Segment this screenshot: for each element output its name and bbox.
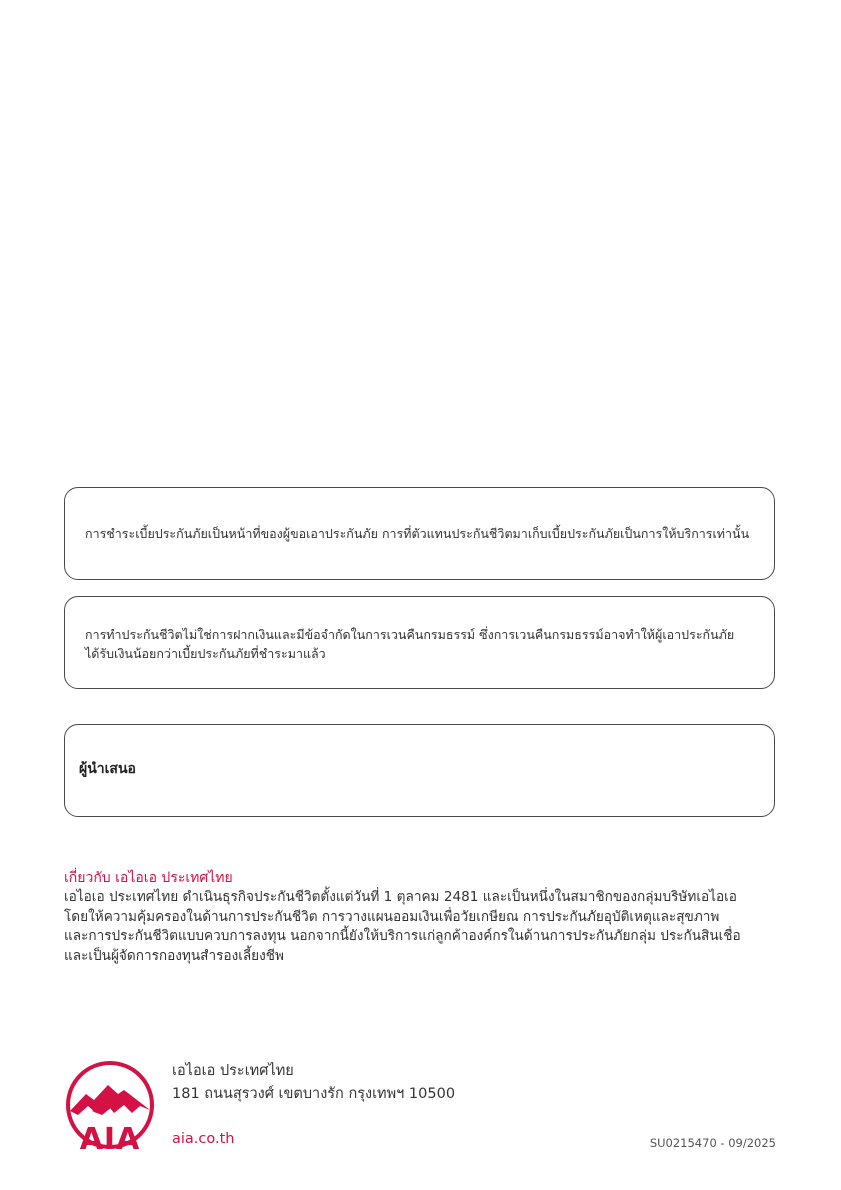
notice-text-line-2: ได้รับเงินน้อยกว่าเบี้ยประกันภัยที่ชำระมาแล้ว [85, 646, 326, 661]
website-link[interactable]: aia.co.th [172, 1131, 235, 1147]
notice-text: การชำระเบี้ยประกันภัยเป็นหน้าที่ของผู้ขอเอาประกันภัย การที่ตัวแทนประกันชีวิตมาเก็บเบี้ยประกันภัยเป็นการให้บริการเท่านั้น [85, 526, 750, 541]
about-line: โดยให้ความคุ้มครองในด้านการประกันชีวิต การวางแผนออมเงินเพื่อวัยเกษียณ การประกันภัยอุบัติเหตุและสุขภาพ [64, 908, 720, 925]
about-line: เอไอเอ ประเทศไทย ดำเนินธุรกิจประกันชีวิตตั้งแต่วันที่ 1 ตุลาคม 2481 และเป็นหนึ่งในสมาชิกของกลุ่มบริษัทเอไอเอ [64, 889, 737, 905]
company-info [172, 1060, 455, 1106]
company-name: เอไอเอ ประเทศไทย [172, 1063, 294, 1079]
aia-mountain-logo-icon [62, 1061, 158, 1151]
company-address: 181 ถนนสุรวงศ์ เขตบางรัก กรุงเทพฯ 10500 [172, 1086, 456, 1102]
document-code: SU0215470 - 09/2025 [649, 1136, 776, 1150]
about-line: และเป็นผู้จัดการกองทุนสำรองเลี้ยงชีพ [64, 947, 284, 964]
notice-text-line-1: การทำประกันชีวิตไม่ใช่การฝากเงินและมีข้อจำกัดในการเวนคืนกรมธรรม์ ซึ่งการเวนคืนกรมธรรม์อาจทำให้ผู้เอาประกันภัย [85, 627, 735, 642]
premium-payment-notice [64, 487, 775, 580]
surrender-warning-notice [64, 596, 775, 689]
agent-label: ผู้นำเสนอ [79, 761, 136, 777]
agent-box [64, 724, 775, 817]
about-line: และการประกันชีวิตแบบควบการลงทุน นอกจากนี้ยังให้บริการแก่ลูกค้าองค์กรในด้านการประกันภัยกลุ่ม ประกันสินเชื่อ [64, 928, 741, 944]
about-section [64, 869, 776, 966]
about-title: เกี่ยวกับ เอไอเอ ประเทศไทย [64, 870, 233, 886]
logo-text: AIA [79, 1122, 141, 1151]
about-body [64, 888, 776, 966]
